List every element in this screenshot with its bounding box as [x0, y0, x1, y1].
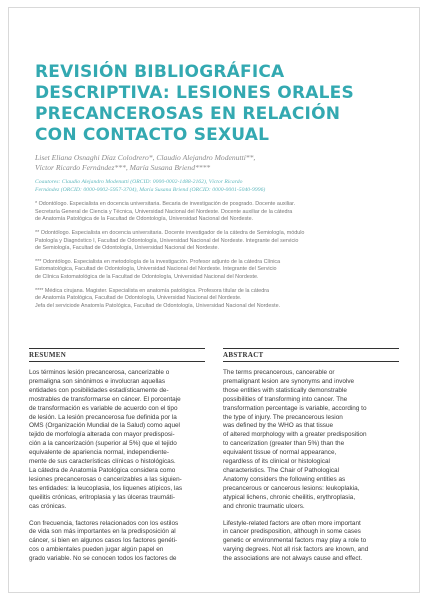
affiliation-notes [35, 201, 399, 310]
resumen-paragraph-1: Los términos lesión precancerosa, cancerizable o premaligna son sinónimos e involucran aquellas entidades con posibilidades estadísticamente de- mostrables de transformarse en cáncer. El porcentaje de transformación es variable de acuerdo con el tipo de lesión. La lesión precancerosa fue definida por la OMS (Organización Mundial de la Salud) como aquel tejido de morfología alterada con mayor predisposi- ción a la cancerización (superior al 5%) que el tejido equivalente de apariencia normal, independiente- mente de sus características clínicas o histológicas. La cátedra de Anatomía Patológica considera como lesiones precancerosas o cancerizables a las siguien- tes entidades: la leucoplasia, los liquenes atípicos, las queilitis crónicas, eritroplasia y las úlceras traumáti- cas crónicas. [29, 369, 183, 510]
abstract-paragraph-1: The terms precancerous, cancerable or premalignant lesion are synonyms and involve those entities with statistically demonstrable possibilities of transforming into cancer. The transformation percentage is variable, according to the type of injury. The precancerous lesion was defined by the WHO as that tissue of altered morphology with a greater predisposition to cancerization (greater than 5%) than the equivalent tissue of normal appearance, regardless of its clinical or histological characteristics. The Chair of Pathological Anatomy considers the following entities as precancerous or cancerous lesions: leukoplakia, atypical lichens, chronic cheilitis, erythroplasia, and chronic traumatic ulcers. [223, 369, 367, 510]
resumen-heading: RESUMEN [29, 348, 205, 362]
affiliation-note-1: * Odontólogo. Especialista en docencia universitaria. Becaria de investigación de posgrado. Docente auxiliar. Secretaría General de Ciencia y Técnica, Universidad Nacional del Nordeste. Docente auxiliar de la cátedra de Anatomía Patológica de la Facultad de Odontología, Universidad Nacional del Nordeste. [35, 201, 296, 223]
abstract-paragraph-2: Lifestyle-related factors are often more important in cancer predisposition, although in some cases genetic or environmental factors may play a role to varying degrees. Not all risk factors are known, and the associations are not always cause and effect. [223, 519, 369, 563]
affiliation-note-3: *** Odontólogo. Especialista en metodología de la investigación. Profesor adjunto de la cátedra Clínica Estomatológica, Facultad de Odontología, Universidad Nacional del Nordeste. Integrante del Servicio de Clínica Estomatológica de la Facultad de Odontología, Universidad Nacional del Nordeste. [35, 258, 281, 280]
article-header [29, 62, 399, 316]
article-title: REVISIÓN BIBLIOGRÁFICA DESCRIPTIVA: LESIONES ORALES PRECANCEROSAS EN RELACIÓN CON CONTACTO SEXUAL [35, 62, 354, 145]
resumen-column [29, 348, 205, 572]
article-page [8, 7, 420, 593]
coauthor-orcid-list: Coautores: Claudio Alejandro Modenutti (ORCID: 0000-0002-1488-2162), Víctor Ricardo Fernández (ORCID: 0000-0002-5957-3704), María Susana Briend (ORCID: 0000-0001-5040-9996) [35, 179, 266, 193]
summary-columns [29, 348, 399, 572]
resumen-paragraph-2: Con frecuencia, factores relacionados con los estilos de vida son más importantes en la predisposición al cáncer, si bien en algunos casos los factores genéti- cos o ambientales pueden jugar algún papel en grado variable. No se conocen todos los factores de [29, 519, 179, 563]
abstract-column [223, 348, 399, 572]
abstract-heading: ABSTRACT [223, 348, 399, 362]
author-list: Liset Eliana Osnaghi Díaz Colodrero*, Claudio Alejandro Modenutti**, Víctor Ricardo Fernández***, María Susana Briend**** [35, 153, 256, 172]
affiliation-note-2: ** Odontólogo. Especialista en docencia universitaria. Docente investigador de la cátedra de Semiología, módulo Patología y Diagnóstico I, Facultad de Odontología, Universidad Nacional del Nordeste. Integrante del servicio de Semiología, Facultad de Odontología, Universidad Nacional del Nordeste. [35, 229, 305, 252]
affiliation-note-4: **** Médica cirujana. Magister. Especialista en anatomía patológica. Profesora titular de la cátedra de Anatomía Patológica, Facultad de Odontología, Universidad Nacional del Nordeste. Jefa del serviciode Anatomía Patológica, Facultad de Odontología, Universidad Nacional del Nordeste. [35, 287, 281, 309]
